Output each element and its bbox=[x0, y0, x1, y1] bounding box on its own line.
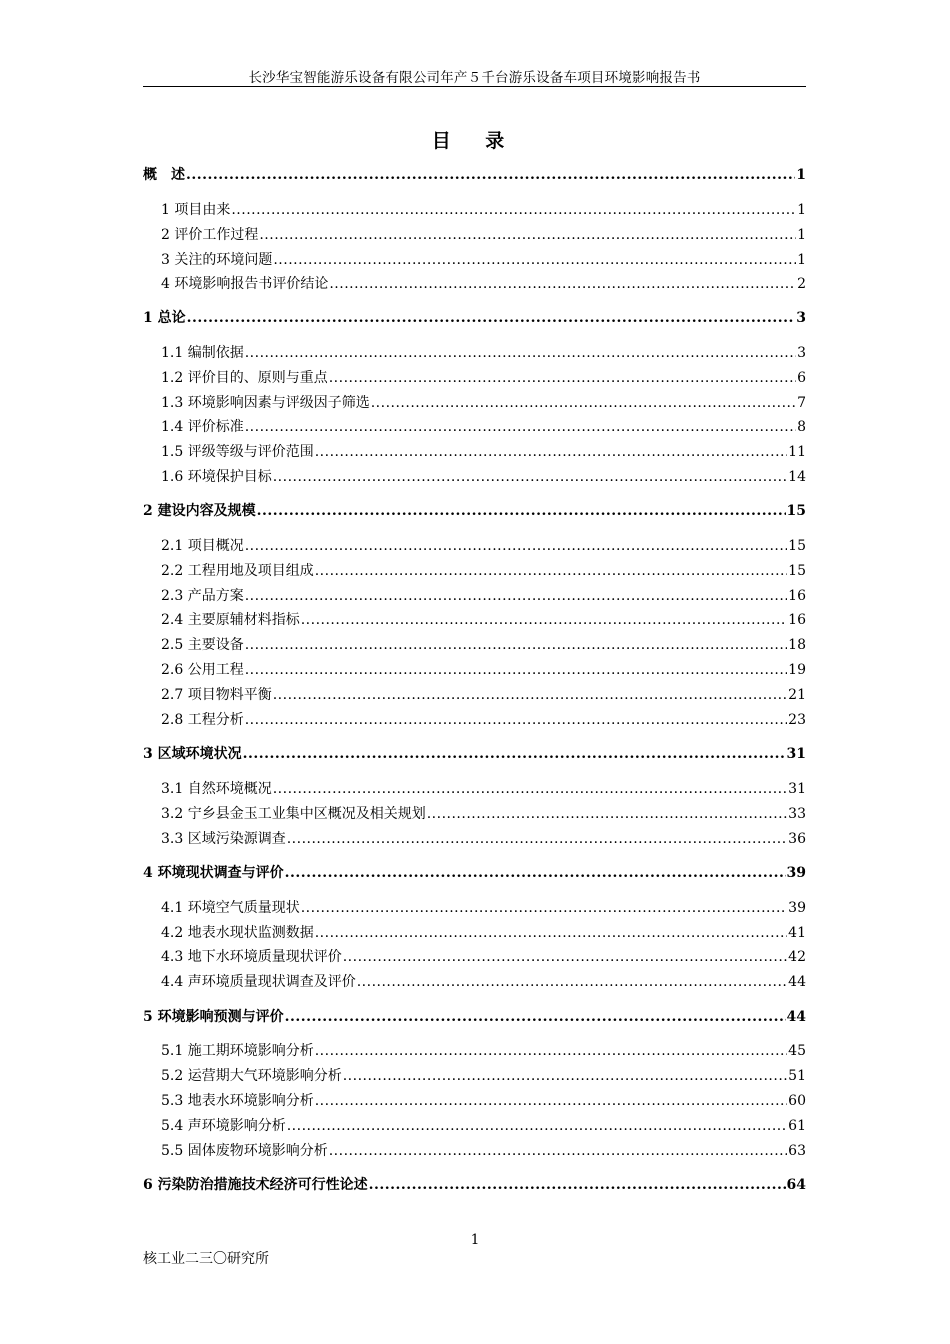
toc-section-entry[interactable] bbox=[143, 560, 806, 580]
toc-page-number: 42 bbox=[788, 949, 806, 965]
toc-dot-leader bbox=[231, 202, 796, 218]
toc-entry-title: 4.3 地下水环境质量现状评价 bbox=[161, 949, 342, 965]
toc-section-entry[interactable] bbox=[143, 1090, 806, 1110]
toc-dot-leader bbox=[245, 662, 787, 678]
toc-section-entry[interactable] bbox=[143, 778, 806, 798]
toc-dot-leader bbox=[245, 345, 796, 361]
toc-section-entry[interactable] bbox=[143, 416, 806, 436]
toc-entry-title: 5.3 地表水环境影响分析 bbox=[161, 1093, 314, 1109]
toc-chapter-entry[interactable] bbox=[143, 1174, 806, 1194]
toc-dot-leader bbox=[287, 1118, 787, 1134]
toc-entry-title: 1.4 评价标准 bbox=[161, 419, 244, 435]
toc-dot-leader bbox=[259, 227, 796, 243]
toc-page-number: 15 bbox=[788, 563, 806, 579]
toc-dot-leader bbox=[273, 469, 787, 485]
toc-section-entry[interactable] bbox=[143, 634, 806, 654]
toc-page-number: 2 bbox=[797, 276, 806, 292]
toc-entry-title: 2.7 项目物料平衡 bbox=[161, 687, 272, 703]
toc-page-number: 41 bbox=[788, 925, 806, 941]
toc-page-number: 15 bbox=[786, 503, 806, 519]
toc-dot-leader bbox=[343, 1068, 787, 1084]
toc-title: 目 录 bbox=[431, 130, 519, 152]
toc-page-number: 8 bbox=[797, 419, 806, 435]
toc-page-number: 15 bbox=[788, 538, 806, 554]
toc-section-entry[interactable] bbox=[143, 709, 806, 729]
toc-page-number: 19 bbox=[788, 662, 806, 678]
toc-dot-leader bbox=[187, 310, 796, 326]
toc-dot-leader bbox=[273, 687, 787, 703]
toc-dot-leader bbox=[357, 974, 787, 990]
toc-page-number: 23 bbox=[788, 712, 806, 728]
toc-dot-leader bbox=[301, 900, 787, 916]
toc-entry-title: 5.2 运营期大气环境影响分析 bbox=[161, 1068, 342, 1084]
toc-entry-title: 2.1 项目概况 bbox=[161, 538, 244, 554]
toc-dot-leader bbox=[243, 746, 786, 762]
toc-page-number: 6 bbox=[797, 370, 806, 386]
toc-chapter-entry[interactable] bbox=[143, 307, 806, 327]
toc-section-entry[interactable] bbox=[143, 1040, 806, 1060]
toc-entry-title: 1 项目由来 bbox=[161, 202, 231, 218]
toc-page-number: 51 bbox=[788, 1068, 806, 1084]
toc-page-number: 63 bbox=[788, 1143, 806, 1159]
toc-page-number: 18 bbox=[788, 637, 806, 653]
toc-dot-leader bbox=[245, 637, 787, 653]
toc-page-number: 1 bbox=[797, 227, 806, 243]
toc-dot-leader bbox=[245, 712, 787, 728]
toc-dot-leader bbox=[285, 1009, 786, 1025]
toc-dot-leader bbox=[329, 1143, 787, 1159]
toc-page-number: 60 bbox=[788, 1093, 806, 1109]
toc-page-number: 21 bbox=[788, 687, 806, 703]
toc-section-entry[interactable] bbox=[143, 224, 806, 244]
toc-page-number: 33 bbox=[788, 806, 806, 822]
toc-section-entry[interactable] bbox=[143, 828, 806, 848]
toc-dot-leader bbox=[273, 252, 796, 268]
toc-entry-title: 1.1 编制依据 bbox=[161, 345, 244, 361]
toc-entry-title: 2.4 主要原辅材料指标 bbox=[161, 612, 300, 628]
toc-page-number: 39 bbox=[788, 900, 806, 916]
toc-page-number: 3 bbox=[797, 345, 806, 361]
toc-chapter-entry[interactable] bbox=[143, 1006, 806, 1026]
toc-dot-leader bbox=[186, 167, 795, 183]
toc-page-number: 1 bbox=[796, 167, 806, 183]
toc-page-number: 44 bbox=[788, 974, 806, 990]
toc-page-number: 31 bbox=[786, 746, 806, 762]
toc-entry-title: 概 述 bbox=[143, 167, 185, 183]
toc-entry-title: 4 环境现状调查与评价 bbox=[143, 865, 284, 881]
toc-page-number: 36 bbox=[788, 831, 806, 847]
toc-section-entry[interactable] bbox=[143, 249, 806, 269]
toc-entry-title: 3.2 宁乡县金玉工业集中区概况及相关规划 bbox=[161, 806, 426, 822]
toc-dot-leader bbox=[315, 444, 787, 460]
footer-organization: 核工业二三〇研究所 bbox=[143, 1251, 269, 1267]
toc-chapter-entry[interactable] bbox=[143, 500, 806, 520]
toc-section-entry[interactable] bbox=[143, 535, 806, 555]
page-number: 1 bbox=[470, 1232, 480, 1248]
toc-section-entry[interactable] bbox=[143, 273, 806, 293]
toc-page-number: 14 bbox=[788, 469, 806, 485]
toc-page-number: 3 bbox=[796, 310, 806, 326]
toc-section-entry[interactable] bbox=[143, 1065, 806, 1085]
toc-dot-leader bbox=[343, 949, 787, 965]
toc-entry-title: 1.6 环境保护目标 bbox=[161, 469, 272, 485]
toc-page-number: 1 bbox=[797, 202, 806, 218]
toc-section-entry[interactable] bbox=[143, 803, 806, 823]
toc-dot-leader bbox=[427, 806, 787, 822]
toc-dot-leader bbox=[315, 925, 787, 941]
toc-dot-leader bbox=[371, 395, 796, 411]
toc-entry-title: 2 建设内容及规模 bbox=[143, 503, 256, 519]
toc-section-entry[interactable] bbox=[143, 971, 806, 991]
toc-entry-title: 3 区域环境状况 bbox=[143, 746, 242, 762]
toc-dot-leader bbox=[329, 276, 796, 292]
toc-page-number: 44 bbox=[786, 1009, 806, 1025]
toc-page-number: 16 bbox=[788, 588, 806, 604]
toc-entry-title: 2 评价工作过程 bbox=[161, 227, 259, 243]
toc-dot-leader bbox=[369, 1177, 786, 1193]
toc-entry-title: 4.4 声环境质量现状调查及评价 bbox=[161, 974, 356, 990]
toc-entry-title: 5.4 声环境影响分析 bbox=[161, 1118, 286, 1134]
toc-entry-title: 2.2 工程用地及项目组成 bbox=[161, 563, 314, 579]
toc-entry-title: 1.3 环境影响因素与评级因子筛选 bbox=[161, 395, 370, 411]
toc-dot-leader bbox=[245, 588, 787, 604]
toc-entry-title: 6 污染防治措施技术经济可行性论述 bbox=[143, 1177, 368, 1193]
toc-section-entry[interactable] bbox=[143, 659, 806, 679]
toc-section-entry[interactable] bbox=[143, 897, 806, 917]
toc-dot-leader bbox=[301, 612, 787, 628]
toc-section-entry[interactable] bbox=[143, 585, 806, 605]
toc-chapter-entry[interactable] bbox=[143, 743, 806, 763]
toc-section-entry[interactable] bbox=[143, 946, 806, 966]
toc-section-entry[interactable] bbox=[143, 466, 806, 486]
toc-entry-title: 3.1 自然环境概况 bbox=[161, 781, 272, 797]
toc-entry-title: 5.5 固体废物环境影响分析 bbox=[161, 1143, 328, 1159]
toc-page-number: 64 bbox=[786, 1177, 806, 1193]
toc-dot-leader bbox=[315, 1093, 787, 1109]
toc-dot-leader bbox=[329, 370, 796, 386]
toc-entry-title: 1.2 评价目的、原则与重点 bbox=[161, 370, 328, 386]
toc-entry-title: 1.5 评级等级与评价范围 bbox=[161, 444, 314, 460]
toc-dot-leader bbox=[245, 419, 796, 435]
toc-section-entry[interactable] bbox=[143, 684, 806, 704]
toc-entry-title: 5 环境影响预测与评价 bbox=[143, 1009, 284, 1025]
toc-entry-title: 3.3 区域污染源调查 bbox=[161, 831, 286, 847]
toc-dot-leader bbox=[315, 563, 787, 579]
toc-page-number: 1 bbox=[797, 252, 806, 268]
toc-entry-title: 4.1 环境空气质量现状 bbox=[161, 900, 300, 916]
toc-page-number: 39 bbox=[786, 865, 806, 881]
toc-page-number: 16 bbox=[788, 612, 806, 628]
toc-chapter-entry[interactable] bbox=[143, 164, 806, 184]
toc-page-number: 61 bbox=[788, 1118, 806, 1134]
toc-section-entry[interactable] bbox=[143, 342, 806, 362]
toc-section-entry[interactable] bbox=[143, 199, 806, 219]
toc-section-entry[interactable] bbox=[143, 609, 806, 629]
toc-dot-leader bbox=[245, 538, 787, 554]
toc-entry-title: 4 环境影响报告书评价结论 bbox=[161, 276, 329, 292]
toc-section-entry[interactable] bbox=[143, 922, 806, 942]
toc-entry-title: 2.3 产品方案 bbox=[161, 588, 244, 604]
toc-page-number: 45 bbox=[788, 1043, 806, 1059]
header-rule bbox=[143, 86, 806, 87]
toc-entry-title: 4.2 地表水现状监测数据 bbox=[161, 925, 314, 941]
toc-dot-leader bbox=[273, 781, 787, 797]
running-header: 长沙华宝智能游乐设备有限公司年产５千台游乐设备车项目环境影响报告书 bbox=[248, 70, 701, 86]
toc-section-entry[interactable] bbox=[143, 367, 806, 387]
toc-entry-title: 1 总论 bbox=[143, 310, 186, 326]
toc-section-entry[interactable] bbox=[143, 441, 806, 461]
toc-entry-title: 5.1 施工期环境影响分析 bbox=[161, 1043, 314, 1059]
toc-page-number: 7 bbox=[797, 395, 806, 411]
toc-dot-leader bbox=[257, 503, 786, 519]
toc-page-number: 11 bbox=[788, 444, 806, 460]
toc-dot-leader bbox=[287, 831, 787, 847]
toc-entry-title: 2.8 工程分析 bbox=[161, 712, 244, 728]
toc-section-entry[interactable] bbox=[143, 1115, 806, 1135]
toc-dot-leader bbox=[315, 1043, 787, 1059]
toc-section-entry[interactable] bbox=[143, 1140, 806, 1160]
toc-entry-title: 3 关注的环境问题 bbox=[161, 252, 273, 268]
toc-section-entry[interactable] bbox=[143, 392, 806, 412]
toc-dot-leader bbox=[285, 865, 786, 881]
toc-entry-title: 2.6 公用工程 bbox=[161, 662, 244, 678]
toc-chapter-entry[interactable] bbox=[143, 862, 806, 882]
toc-page-number: 31 bbox=[788, 781, 806, 797]
toc-entry-title: 2.5 主要设备 bbox=[161, 637, 244, 653]
